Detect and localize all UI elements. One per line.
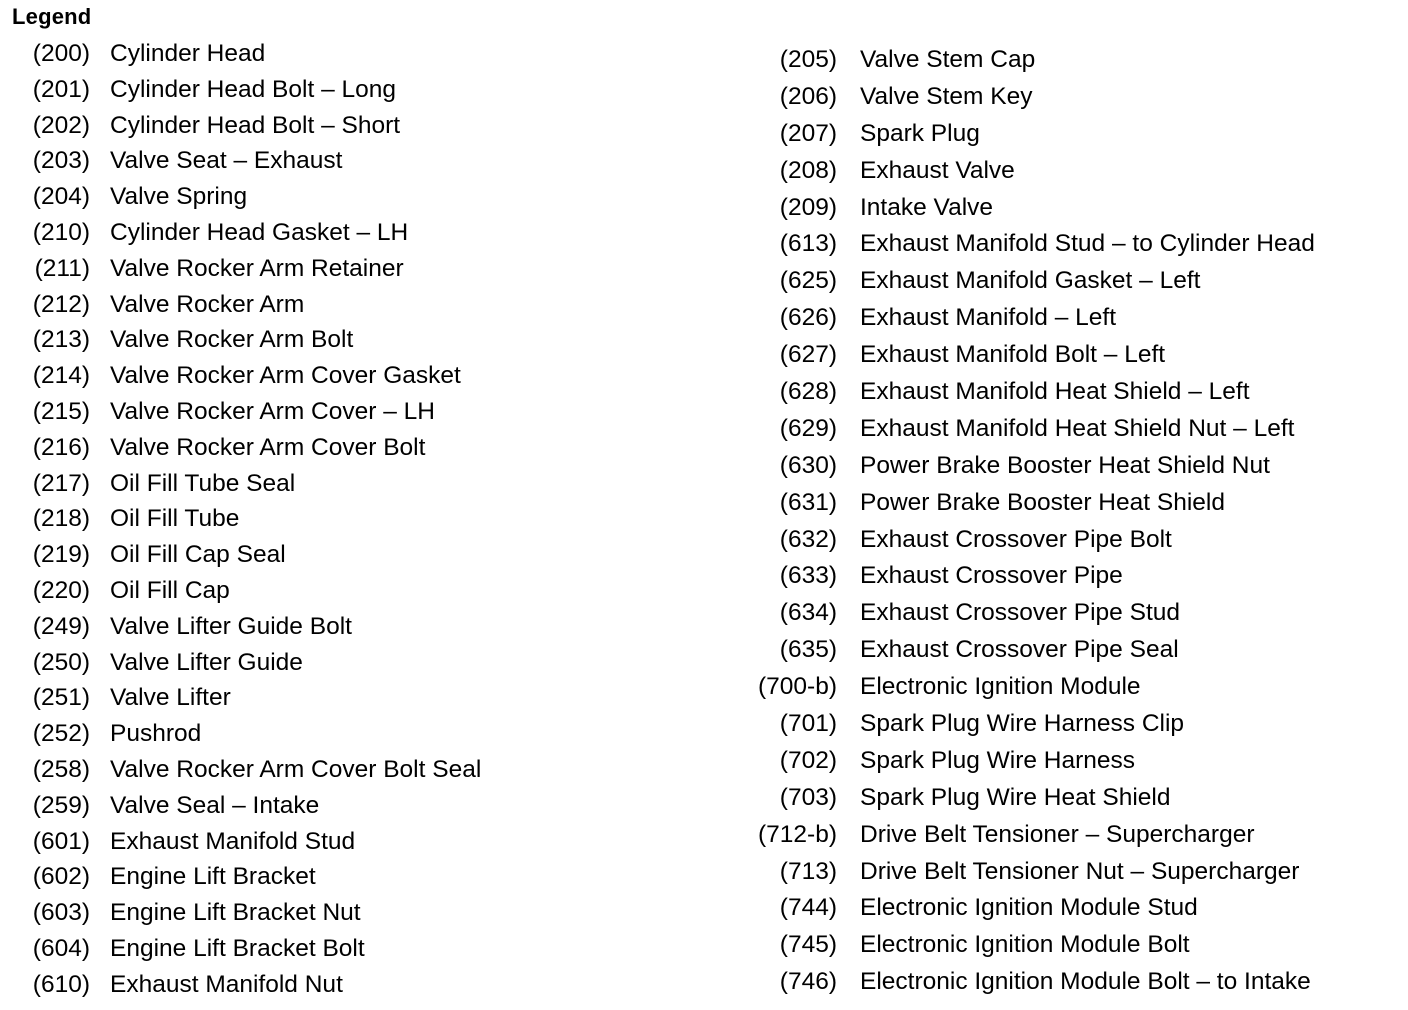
legend-item-number: (220) (32, 576, 90, 604)
legend-item-number: (602) (32, 863, 90, 891)
legend-item-number: (213) (32, 326, 90, 354)
legend-item-description: Valve Stem Cap (860, 46, 1036, 73)
legend-item-number: (210) (32, 218, 90, 246)
legend-item-description: Electronic Ignition Module Stud (860, 894, 1198, 922)
legend-item-description: Exhaust Manifold Nut (110, 970, 343, 998)
legend-item-number: (625) (779, 267, 837, 295)
legend-item-description: Drive Belt Tensioner Nut – Supercharger (860, 857, 1300, 885)
legend-item-description: Exhaust Crossover Pipe (860, 562, 1123, 590)
legend-item-number: (208) (779, 156, 837, 184)
legend-item-description: Spark Plug Wire Harness Clip (860, 710, 1185, 738)
legend-item-description: Cylinder Head Bolt – Long (110, 75, 397, 103)
legend-item-description: Oil Fill Tube Seal (110, 469, 296, 497)
legend-item-description: Exhaust Manifold Stud – to Cylinder Head (860, 230, 1315, 258)
legend-item-description: Spark Plug (860, 119, 980, 147)
legend-item-number: (259) (32, 791, 90, 819)
legend-item-number: (626) (779, 304, 837, 332)
legend-item-description: Cylinder Head (110, 40, 266, 67)
legend-item-description: Exhaust Manifold Heat Shield Nut – Left (860, 414, 1295, 442)
legend-item-description: Oil Fill Cap (110, 576, 230, 604)
legend-item-number: (628) (779, 378, 837, 406)
legend-item-description: Exhaust Valve (860, 156, 1015, 184)
legend-item-number: (201) (32, 75, 90, 103)
legend-item-number: (613) (779, 230, 837, 258)
legend-item-number: (634) (779, 599, 837, 627)
legend-item-description: Power Brake Booster Heat Shield Nut (860, 451, 1270, 479)
legend-title: Legend (12, 4, 92, 29)
legend-item-description: Electronic Ignition Module Bolt – to Intake (860, 968, 1311, 996)
legend-item-description: Exhaust Manifold Heat Shield – Left (860, 378, 1250, 406)
legend-item-number: (251) (32, 684, 90, 712)
legend-item-description: Valve Rocker Arm Cover Bolt Seal (110, 755, 482, 783)
legend-item-number: (249) (32, 612, 90, 640)
legend-item-number: (258) (32, 755, 90, 783)
legend-item-number: (203) (32, 147, 90, 175)
legend-item-description: Drive Belt Tensioner – Supercharger (860, 820, 1255, 848)
legend-item-description: Valve Lifter Guide (110, 648, 303, 676)
legend-item-description: Cylinder Head Bolt – Short (110, 111, 401, 139)
legend-item-description: Engine Lift Bracket Nut (110, 899, 361, 927)
legend-item-description: Engine Lift Bracket Bolt (110, 934, 365, 962)
legend-item-number: (629) (779, 414, 837, 442)
legend-item-number: (712-b) (758, 820, 837, 848)
legend-item-description: Oil Fill Tube (110, 505, 240, 533)
legend-item-number: (219) (32, 541, 90, 569)
legend-item-description: Valve Spring (110, 183, 248, 211)
legend-item-number: (631) (779, 488, 837, 516)
legend-item-number: (211) (34, 254, 90, 282)
legend-item-description: Valve Rocker Arm (110, 290, 305, 318)
legend-item-number: (207) (779, 119, 837, 147)
legend-item-description: Spark Plug Wire Harness (860, 746, 1136, 774)
legend-item-description: Exhaust Manifold – Left (860, 304, 1117, 332)
legend-item-number: (212) (32, 290, 90, 318)
legend-item-description: Exhaust Crossover Pipe Bolt (860, 525, 1172, 553)
legend-item-number: (215) (32, 397, 90, 425)
legend-item-number: (214) (32, 362, 90, 390)
legend-item-number: (713) (779, 857, 837, 885)
legend-item-number: (205) (779, 46, 837, 73)
legend-item-number: (216) (32, 433, 90, 461)
legend-item-number: (703) (779, 783, 837, 811)
legend-item-number: (603) (32, 899, 90, 927)
legend-item-description: Engine Lift Bracket (110, 863, 316, 891)
legend-item-number: (202) (32, 111, 90, 139)
legend-item-number: (630) (779, 451, 837, 479)
legend-item-number: (217) (32, 469, 90, 497)
legend-item-number: (204) (32, 183, 90, 211)
legend-item-number: (209) (779, 193, 837, 221)
legend-item-number: (601) (32, 827, 90, 855)
legend-item-description: Valve Lifter Guide Bolt (110, 612, 352, 640)
legend-item-number: (610) (32, 970, 90, 998)
legend-item-description: Valve Seat – Exhaust (110, 147, 343, 175)
legend-item-description: Valve Rocker Arm Cover Gasket (110, 362, 461, 390)
legend-item-description: Exhaust Crossover Pipe Seal (860, 636, 1179, 664)
legend-item-number: (252) (32, 720, 90, 748)
legend-item-number: (632) (779, 525, 837, 553)
legend-item-description: Exhaust Manifold Gasket – Left (860, 267, 1201, 295)
legend-item-number: (701) (779, 710, 837, 738)
legend-item-description: Spark Plug Wire Heat Shield (860, 783, 1171, 811)
legend-item-number: (700-b) (758, 673, 837, 701)
legend-item-description: Valve Rocker Arm Retainer (110, 254, 404, 282)
legend-item-number: (746) (779, 968, 837, 996)
legend-item-number: (218) (32, 505, 90, 533)
legend-item-description: Valve Lifter (110, 684, 231, 712)
legend-item-description: Exhaust Manifold Bolt – Left (860, 341, 1166, 369)
legend-item-description: Exhaust Crossover Pipe Stud (860, 599, 1181, 627)
legend-item-description: Intake Valve (860, 193, 994, 221)
legend-item-description: Valve Seal – Intake (110, 791, 320, 819)
legend-item-description: Exhaust Manifold Stud (110, 827, 356, 855)
legend-item-number: (635) (779, 636, 837, 664)
legend-item-description: Valve Stem Key (860, 82, 1033, 110)
legend-item-description: Valve Rocker Arm Bolt (110, 326, 354, 354)
legend-item-description: Cylinder Head Gasket – LH (110, 218, 409, 246)
legend-item-number: (745) (779, 931, 837, 959)
legend-item-description: Power Brake Booster Heat Shield (860, 488, 1225, 516)
legend-item-description: Electronic Ignition Module (860, 673, 1141, 701)
legend-item-number: (633) (779, 562, 837, 590)
legend-item-description: Oil Fill Cap Seal (110, 541, 286, 569)
legend-item-number: (627) (779, 341, 837, 369)
legend-item-description: Valve Rocker Arm Cover – LH (110, 397, 435, 425)
legend-item-number: (250) (32, 648, 90, 676)
legend-item-number: (702) (779, 746, 837, 774)
legend-item-number: (206) (779, 82, 837, 110)
legend-item-description: Pushrod (110, 720, 202, 748)
legend-item-description: Valve Rocker Arm Cover Bolt (110, 433, 426, 461)
legend-item-description: Electronic Ignition Module Bolt (860, 931, 1190, 959)
legend-item-number: (200) (32, 40, 90, 67)
legend-item-number: (744) (779, 894, 837, 922)
legend-item-number: (604) (32, 934, 90, 962)
